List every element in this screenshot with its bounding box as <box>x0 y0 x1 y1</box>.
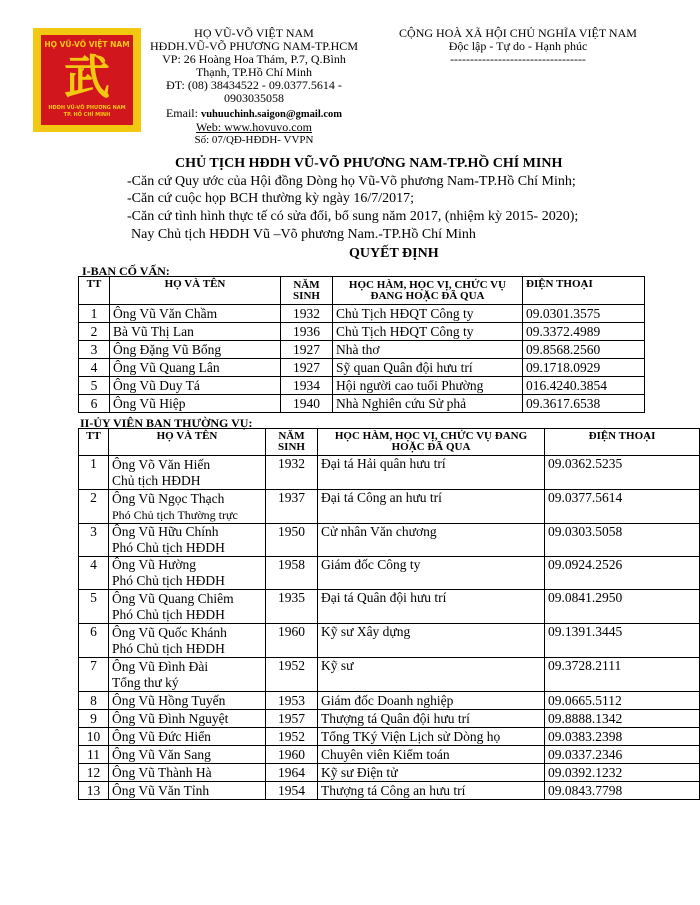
org-web: Web: www.hovuvo.com <box>196 120 312 134</box>
cell-phone: 09.1391.3445 <box>545 624 700 658</box>
member-role: Phó Chủ tịch HĐDH <box>112 606 225 622</box>
cell-year: 1927 <box>281 359 333 377</box>
cell-tt: 3 <box>79 524 109 557</box>
cell-phone: 09.0337.2346 <box>545 746 700 764</box>
cell-year: 1934 <box>281 377 333 395</box>
header-title: HỌC HÀM, HỌC VỊ, CHỨC VỤ ĐANG HOẶC ĐÃ QUA <box>318 429 545 456</box>
cell-year: 1950 <box>266 524 318 557</box>
cell-name: Ông Vũ Quang Lân <box>110 359 281 377</box>
header-phone: ĐIỆN THOẠI <box>545 429 700 456</box>
table-row <box>79 359 645 377</box>
org-phone1: ĐT: (08) 38434522 - 09.0377.5614 - <box>166 78 342 92</box>
cell-year: 1935 <box>266 590 318 624</box>
cell-title: Chủ Tịch HĐQT Công ty <box>333 305 523 323</box>
document-title: CHỦ TỊCH HĐDH VŨ-VÕ PHƯƠNG NAM-TP.HỒ CHÍ MINH <box>175 156 563 171</box>
logo <box>33 28 141 132</box>
cell-tt: 2 <box>79 323 110 341</box>
cell-name: Ông Vũ Hiệp <box>110 395 281 413</box>
cell-phone: 09.0377.5614 <box>545 490 700 524</box>
member-name: Ông Võ Văn Hiến <box>112 456 211 472</box>
preamble-1: -Căn cứ Quy ước của Hội đồng Dòng họ Vũ-Võ phương Nam-TP.Hồ Chí Minh; <box>127 174 576 189</box>
cell-phone: 09.0303.5058 <box>545 524 700 557</box>
cell-tt: 6 <box>79 395 110 413</box>
table-row <box>79 710 700 728</box>
cell-tt: 11 <box>79 746 109 764</box>
advisory-table <box>78 276 645 413</box>
header-phone: ĐIỆN THOẠI <box>523 277 645 305</box>
cell-title: Chủ Tịch HĐQT Công ty <box>333 323 523 341</box>
cell-year: 1958 <box>266 557 318 590</box>
cell-title: Đại tá Hải quân hưu trí <box>318 456 545 490</box>
cell-tt: 4 <box>79 557 109 590</box>
cell-year: 1952 <box>266 658 318 692</box>
cell-tt: 5 <box>79 377 110 395</box>
cell-title: Nhà thơ <box>333 341 523 359</box>
table-header-row <box>79 277 645 305</box>
cell-name <box>109 590 266 624</box>
table-row <box>79 746 700 764</box>
cell-tt: 3 <box>79 341 110 359</box>
table-row <box>79 624 700 658</box>
nation-line2: Độc lập - Tự do - Hạnh phúc <box>448 39 588 53</box>
cell-phone: 09.8568.2560 <box>523 341 645 359</box>
org-line2: HĐDH.VŨ-VÕ PHƯƠNG NAM-TP.HCM <box>150 39 358 53</box>
cell-tt: 4 <box>79 359 110 377</box>
cell-title: Thượng tá Công an hưu trí <box>318 782 545 800</box>
cell-phone: 09.3617.6538 <box>523 395 645 413</box>
cell-title: Giám đốc Doanh nghiệp <box>318 692 545 710</box>
cell-name <box>109 746 266 764</box>
member-role: Phó Chủ tịch HĐDH <box>112 573 225 588</box>
cell-name <box>109 728 266 746</box>
cell-tt: 8 <box>79 692 109 710</box>
table-row <box>79 490 700 524</box>
cell-title: Đại tá Quân đội hưu trí <box>318 590 545 624</box>
member-role: Phó Chủ tịch HĐDH <box>112 540 225 555</box>
member-name: Ông Vũ Hồng Tuyến <box>112 692 226 708</box>
cell-year: 1960 <box>266 624 318 658</box>
member-name: Ông Vũ Văn Sang <box>112 746 211 762</box>
member-name: Ông Vũ Hường <box>112 557 196 572</box>
member-role: Chủ tịch HĐDH <box>112 472 201 488</box>
header-name: HỌ VÀ TÊN <box>109 429 266 456</box>
cell-title: Chuyên viên Kiểm toán <box>318 746 545 764</box>
cell-year: 1960 <box>266 746 318 764</box>
table-row <box>79 764 700 782</box>
cell-tt: 7 <box>79 658 109 692</box>
cell-phone: 09.0924.2526 <box>545 557 700 590</box>
header-year: NĂM SINH <box>281 277 333 305</box>
member-name: Ông Vũ Quốc Khánh <box>112 624 227 640</box>
member-role: Phó Chủ tịch HĐDH <box>112 640 225 656</box>
table-row <box>79 341 645 359</box>
standing-committee-table <box>78 428 700 800</box>
org-address1: VP: 26 Hoàng Hoa Thám, P.7, Q.Bình <box>162 52 346 66</box>
table-row <box>79 524 700 557</box>
member-role: Tổng thư ký <box>112 674 179 690</box>
table-row <box>79 692 700 710</box>
org-header <box>143 27 365 147</box>
member-name: Ông Vũ Văn Tỉnh <box>112 782 210 798</box>
member-role: Phó Chủ tịch Thường trực <box>112 507 238 522</box>
cell-tt: 9 <box>79 710 109 728</box>
table-row <box>79 305 645 323</box>
cell-tt: 1 <box>79 456 109 490</box>
logo-bottom-line-1: HĐDH VŨ-VÕ PHƯƠNG NAM <box>48 105 126 111</box>
cell-title: Kỹ sư <box>318 658 545 692</box>
member-name: Ông Vũ Ngọc Thạch <box>112 490 225 506</box>
cell-phone: 09.0665.5112 <box>545 692 700 710</box>
member-name: Ông Vũ Đức Hiển <box>112 728 211 744</box>
cell-name <box>109 557 266 590</box>
email-value: vuhuuchinh.saigon@gmail.com <box>200 109 343 120</box>
header-tt: TT <box>79 277 110 305</box>
table-row <box>79 456 700 490</box>
org-address2: Thạnh, TP.Hồ Chí Minh <box>195 65 313 79</box>
decision-heading: QUYẾT ĐỊNH <box>349 246 439 261</box>
cell-year: 1932 <box>281 305 333 323</box>
cell-title: Hội người cao tuổi Phường <box>333 377 523 395</box>
table-row <box>79 395 645 413</box>
cell-phone: 09.3372.4989 <box>523 323 645 341</box>
cell-name <box>109 710 266 728</box>
cell-title: Nhà Nghiên cứu Sử phả <box>333 395 523 413</box>
cell-title: Cử nhân Văn chương <box>318 524 545 557</box>
email-label: Email: <box>165 106 198 120</box>
org-email-line <box>143 107 365 121</box>
cell-year: 1936 <box>281 323 333 341</box>
cell-phone: 09.0841.2950 <box>545 590 700 624</box>
header-title: HỌC HÀM, HỌC VỊ, CHỨC VỤ ĐANG HOẶC ĐÃ QUA <box>333 277 523 305</box>
header-name: HỌ VÀ TÊN <box>110 277 281 305</box>
logo-top-text: HỌ VŨ-VÕ VIỆT NAM <box>44 40 130 49</box>
logo-bottom-line-2: TP. HỒ CHÍ MINH <box>63 112 111 118</box>
header-year: NĂM SINH <box>266 429 318 456</box>
cell-name <box>109 490 266 524</box>
cell-tt: 12 <box>79 764 109 782</box>
preamble-4: Nay Chủ tịch HĐDH Vũ –Võ phương Nam.-TP.Hồ Chí Minh <box>131 227 476 242</box>
cell-phone: 09.0392.1232 <box>545 764 700 782</box>
cell-tt: 10 <box>79 728 109 746</box>
cell-name <box>109 782 266 800</box>
table-row <box>79 377 645 395</box>
cell-title: Giám đốc Công ty <box>318 557 545 590</box>
cell-phone: 09.3728.2111 <box>545 658 700 692</box>
cell-year: 1932 <box>266 456 318 490</box>
cell-name <box>109 524 266 557</box>
cell-year: 1952 <box>266 728 318 746</box>
member-name: Ông Vũ Đình Đài <box>112 658 209 674</box>
cell-tt: 5 <box>79 590 109 624</box>
cell-tt: 2 <box>79 490 109 524</box>
cell-name: Bà Vũ Thị Lan <box>110 323 281 341</box>
cell-year: 1954 <box>266 782 318 800</box>
cell-year: 1964 <box>266 764 318 782</box>
cell-year: 1927 <box>281 341 333 359</box>
cell-title: Kỹ sư Xây dựng <box>318 624 545 658</box>
cell-name: Ông Đặng Vũ Bổng <box>110 341 281 359</box>
logo-bottom-text <box>41 105 133 119</box>
cell-name <box>109 658 266 692</box>
member-name: Ông Vũ Hữu Chính <box>112 524 219 539</box>
table-row <box>79 782 700 800</box>
table-row <box>79 728 700 746</box>
nation-header <box>383 27 653 66</box>
cell-name <box>109 624 266 658</box>
standing-committee-rows <box>79 456 700 800</box>
cell-name <box>109 692 266 710</box>
cell-tt: 13 <box>79 782 109 800</box>
cell-phone: 09.8888.1342 <box>545 710 700 728</box>
cell-name <box>109 764 266 782</box>
table-row <box>79 590 700 624</box>
cell-phone: 016.4240.3854 <box>523 377 645 395</box>
table-row <box>79 557 700 590</box>
cell-name <box>109 456 266 490</box>
cell-title: Tổng TKý Viện Lịch sử Dòng họ <box>318 728 545 746</box>
org-phone2: 0903035058 <box>224 91 284 105</box>
member-name: Ông Vũ Đình Nguyệt <box>112 710 229 726</box>
cell-year: 1940 <box>281 395 333 413</box>
cell-tt: 1 <box>79 305 110 323</box>
table-header-row <box>79 429 700 456</box>
cell-name: Ông Vũ Văn Chầm <box>110 305 281 323</box>
cell-phone: 09.0362.5235 <box>545 456 700 490</box>
preamble-3: -Căn cứ tình hình thực tế có sửa đổi, bổ sung năm 2017, (nhiệm kỳ 2015- 2020); <box>127 209 579 224</box>
member-name: Ông Vũ Quang Chiêm <box>112 590 234 606</box>
cell-year: 1937 <box>266 490 318 524</box>
logo-glyph: 武 <box>64 50 110 104</box>
org-line1: HỌ VŨ-VÕ VIỆT NAM <box>194 26 314 40</box>
table-row <box>79 323 645 341</box>
member-name: Ông Vũ Thành Hà <box>112 764 212 780</box>
cell-tt: 6 <box>79 624 109 658</box>
nation-line1: CỘNG HOÀ XÃ HỘI CHỦ NGHĨA VIỆT NAM <box>399 26 637 40</box>
cell-year: 1953 <box>266 692 318 710</box>
cell-name: Ông Vũ Duy Tá <box>110 377 281 395</box>
cell-phone: 09.0301.3575 <box>523 305 645 323</box>
nation-line3: ---------------------------------- <box>450 52 586 66</box>
cell-phone: 09.0383.2398 <box>545 728 700 746</box>
header-tt: TT <box>79 429 109 456</box>
section2-title: II-ỦY VIÊN BAN THƯỜNG VỤ: <box>80 416 253 430</box>
cell-title: Thượng tá Quân đội hưu trí <box>318 710 545 728</box>
cell-year: 1957 <box>266 710 318 728</box>
cell-title: Đại tá Công an hưu trí <box>318 490 545 524</box>
cell-title: Kỹ sư Điện tử <box>318 764 545 782</box>
table-row <box>79 658 700 692</box>
section1-title: I-BAN CỐ VẤN: <box>82 264 170 278</box>
document-number: Số: 07/QĐ-HĐDH- VVPN <box>194 134 314 146</box>
cell-phone: 09.1718.0929 <box>523 359 645 377</box>
cell-phone: 09.0843.7798 <box>545 782 700 800</box>
preamble-2: -Căn cứ cuộc họp BCH thường kỳ ngày 16/7/2017; <box>127 191 414 206</box>
cell-title: Sỹ quan Quân đội hưu trí <box>333 359 523 377</box>
